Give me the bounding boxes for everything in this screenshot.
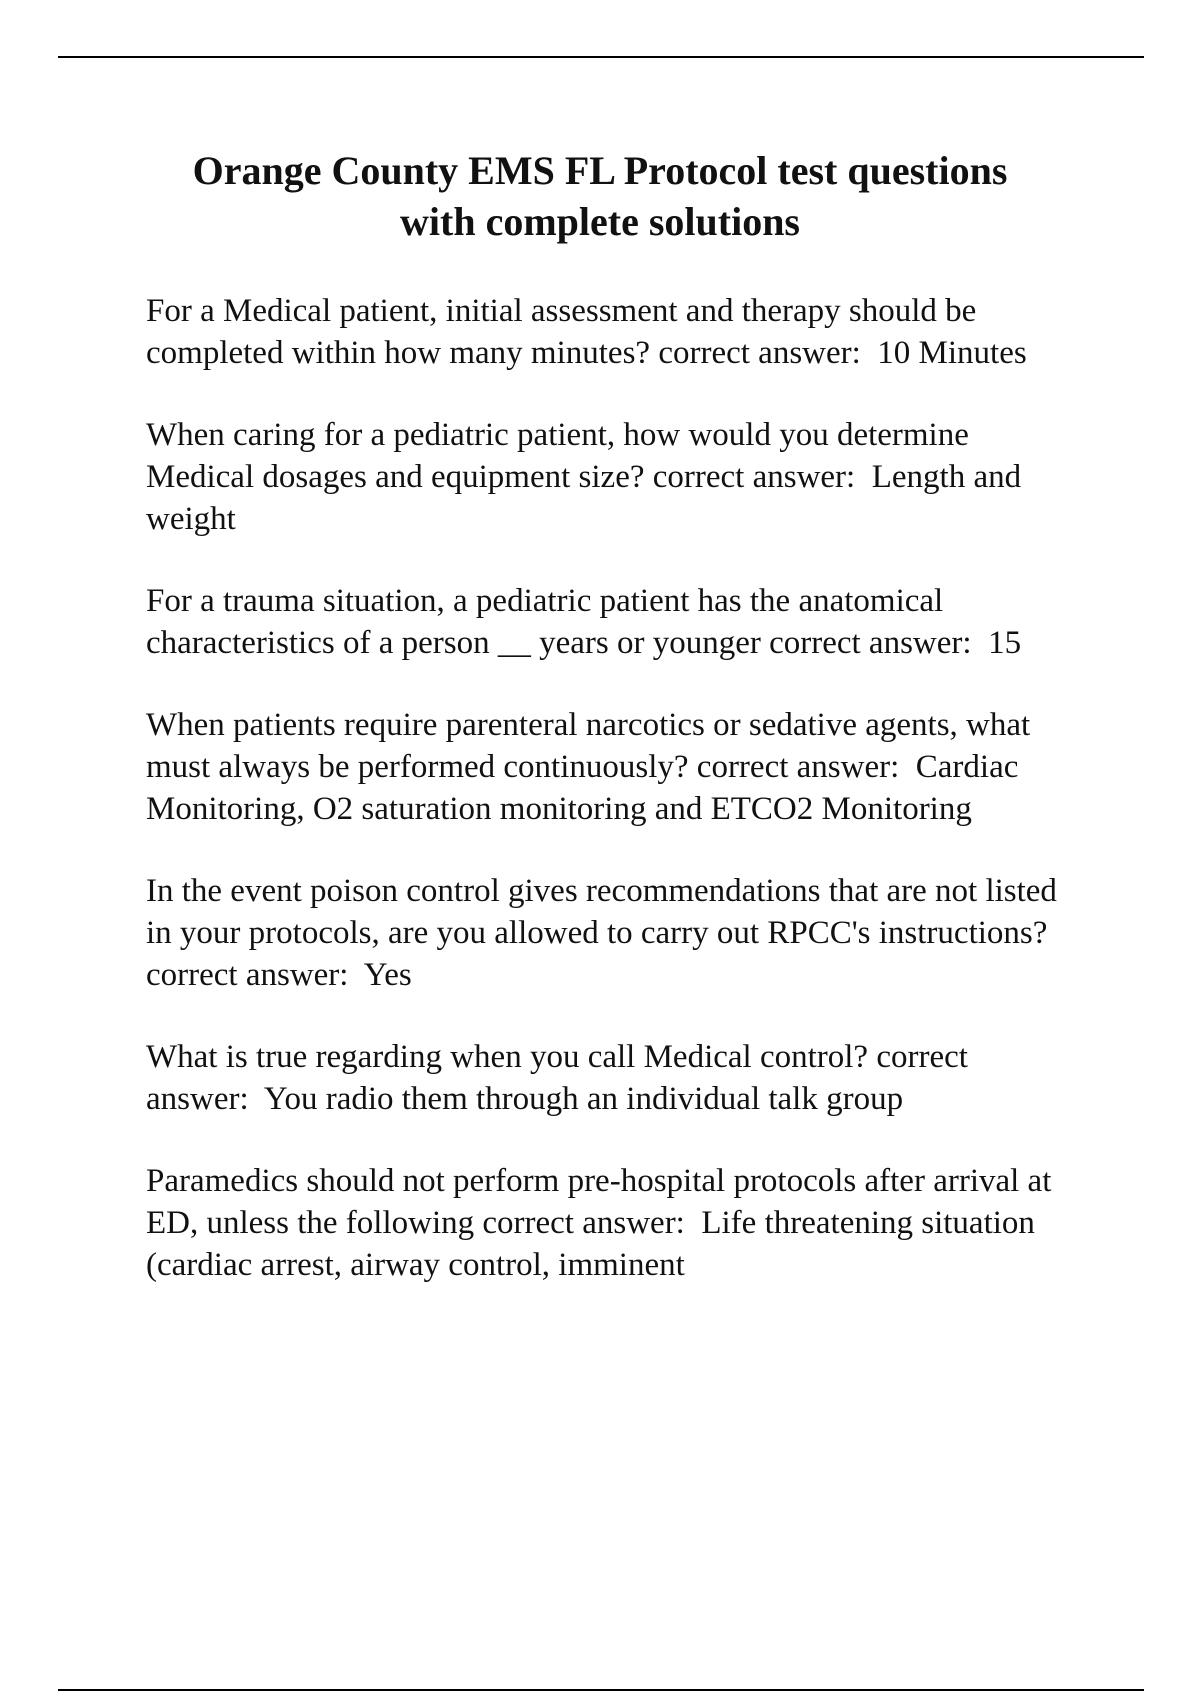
question-text: For a trauma situation, a pediatric patient has the anatomical characteristics of a person __ years or younger	[146, 583, 952, 661]
question-text: When patients require parenteral narcotics or sedative agents, what must always be performed continuously?	[146, 707, 1039, 785]
answer-text: You radio them through an individual talk group	[263, 1081, 904, 1117]
qa-item	[146, 290, 1076, 374]
title-line-1: Orange County EMS FL Protocol test questions	[192, 148, 1008, 193]
answer-text: Cardiac Monitoring, O2 saturation monitoring and ETCO2 Monitoring	[146, 749, 1027, 827]
answer-label: correct answer:	[652, 459, 856, 495]
question-text: In the event poison control gives recommendations that are not listed in your protocols, are you allowed to carry out RPCC's instructions?	[146, 873, 1066, 951]
answer-text: 10 Minutes	[877, 335, 1027, 371]
qa-list	[146, 290, 1076, 1326]
question-text: What is true regarding when you call Medical control?	[146, 1039, 869, 1075]
answer-label: correct answer:	[146, 1039, 977, 1117]
question-text: When caring for a pediatric patient, how would you determine Medical dosages and equipment size?	[146, 417, 978, 495]
answer-text: Yes	[363, 957, 412, 993]
qa-item	[146, 580, 1076, 664]
answer-text: 15	[988, 625, 1022, 661]
qa-item	[146, 1036, 1076, 1120]
bottom-divider	[58, 1689, 1144, 1691]
question-text: Paramedics should not perform pre-hospital protocols after arrival at ED, unless the following	[146, 1163, 1060, 1241]
answer-label: correct answer:	[658, 335, 861, 371]
qa-item	[146, 870, 1076, 996]
question-text: For a Medical patient, initial assessment and therapy should be completed within how many minutes?	[146, 293, 985, 371]
answer-text: Length and weight	[146, 459, 1030, 537]
qa-item	[146, 1160, 1076, 1286]
qa-item	[146, 704, 1076, 830]
answer-label: correct answer:	[146, 957, 349, 993]
answer-label: correct answer:	[769, 625, 972, 661]
qa-item	[146, 414, 1076, 540]
title-line-2: with complete solutions	[400, 199, 800, 244]
answer-text: Life threatening situation (cardiac arrest, airway control, imminent	[146, 1205, 1044, 1283]
document-title	[100, 145, 1100, 247]
answer-label: correct answer:	[696, 749, 900, 785]
answer-label: correct answer:	[482, 1205, 685, 1241]
top-divider	[58, 56, 1144, 58]
